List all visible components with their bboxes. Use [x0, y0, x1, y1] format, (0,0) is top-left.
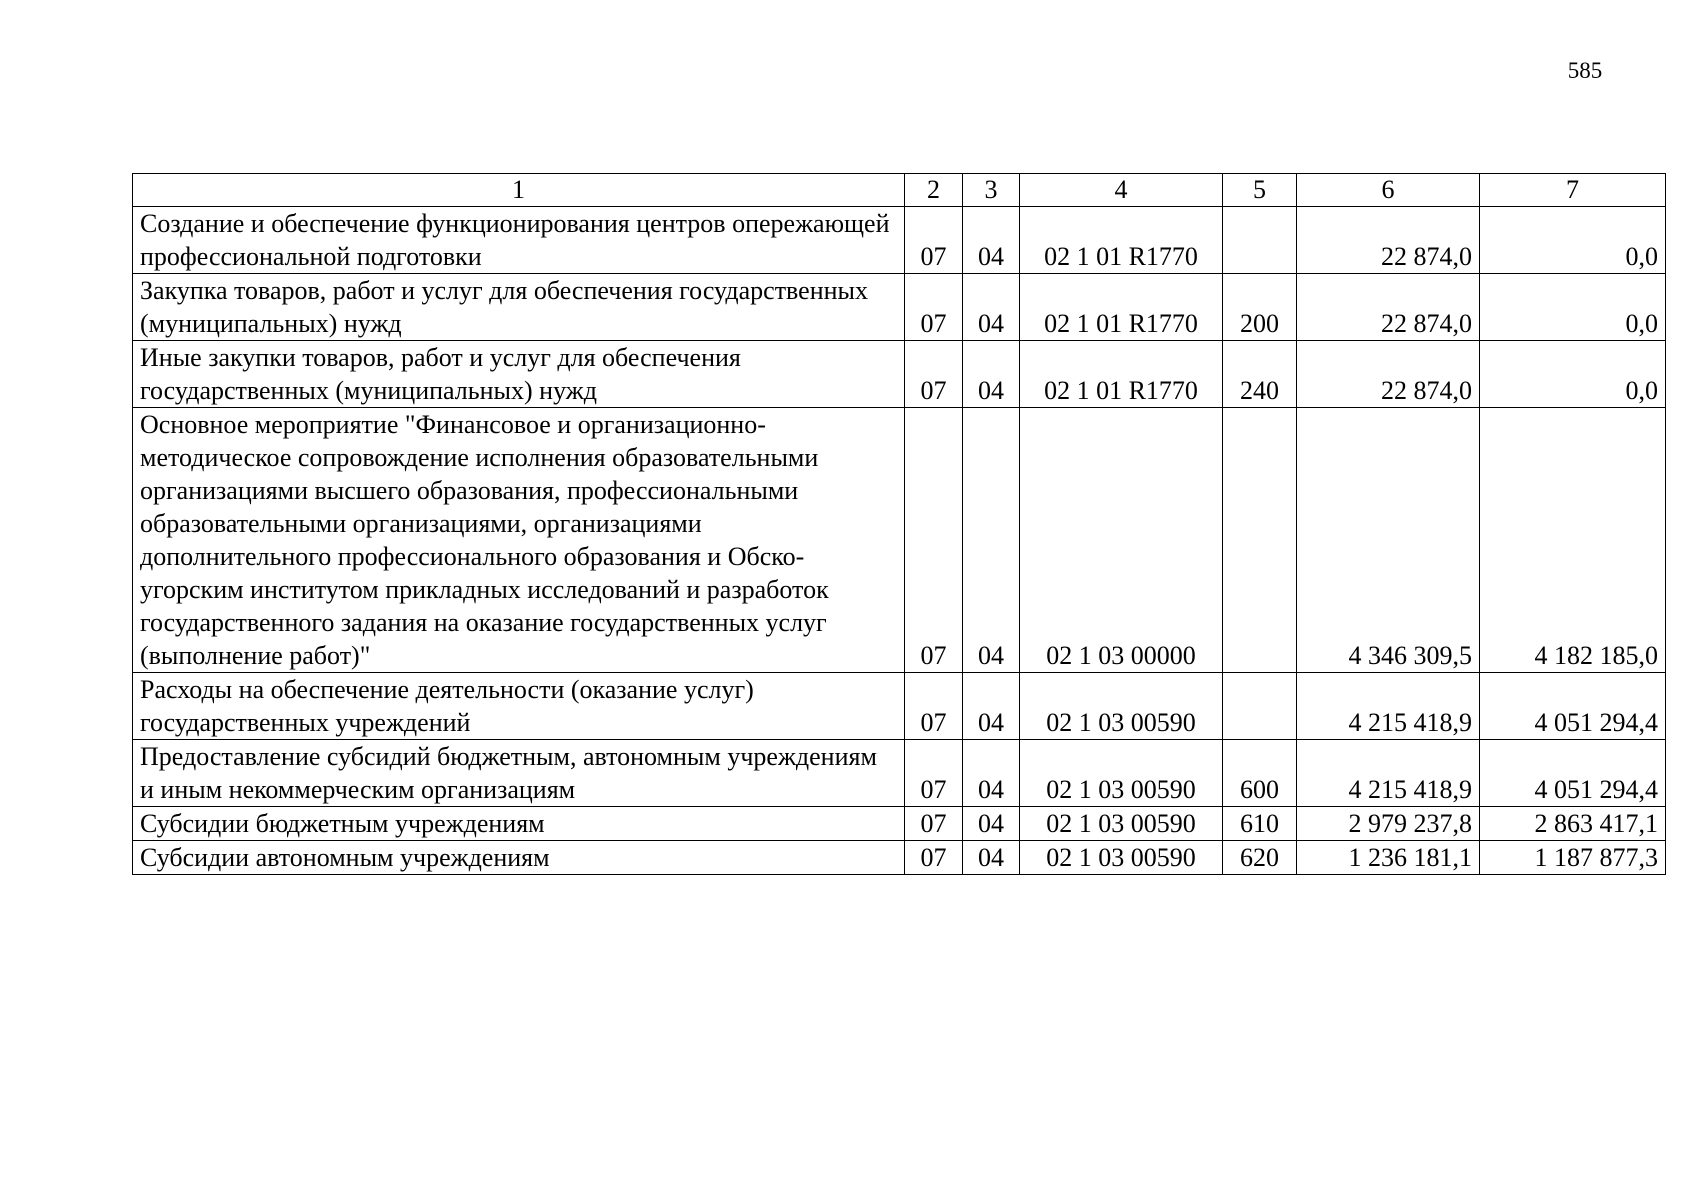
- row-target-code: 02 1 03 00590: [1020, 673, 1223, 740]
- row-sum-col7: 4 051 294,4: [1480, 740, 1666, 807]
- row-expense-type: 200: [1223, 274, 1297, 341]
- row-expense-type: [1223, 408, 1297, 673]
- table-row: [133, 341, 1666, 408]
- row-target-code: 02 1 03 00000: [1020, 408, 1223, 673]
- row-subsection: 04: [963, 207, 1020, 274]
- row-target-code: 02 1 01 R1770: [1020, 274, 1223, 341]
- row-sum-col6: 22 874,0: [1297, 341, 1480, 408]
- header-col-6: 6: [1297, 174, 1480, 207]
- row-sum-col6: 22 874,0: [1297, 207, 1480, 274]
- header-col-2: 2: [905, 174, 963, 207]
- row-name: Предоставление субсидий бюджетным, автономным учреждениям и иным некоммерческим организациям: [133, 740, 905, 807]
- table-row: [133, 673, 1666, 740]
- row-subsection: 04: [963, 841, 1020, 875]
- row-sum-col7: 0,0: [1480, 207, 1666, 274]
- row-section: 07: [905, 274, 963, 341]
- row-sum-col6: 1 236 181,1: [1297, 841, 1480, 875]
- row-section: 07: [905, 807, 963, 841]
- row-expense-type: 240: [1223, 341, 1297, 408]
- row-target-code: 02 1 03 00590: [1020, 807, 1223, 841]
- header-col-3: 3: [963, 174, 1020, 207]
- row-sum-col7: 4 051 294,4: [1480, 673, 1666, 740]
- row-sum-col7: 1 187 877,3: [1480, 841, 1666, 875]
- table-row: [133, 841, 1666, 875]
- row-subsection: 04: [963, 673, 1020, 740]
- row-subsection: 04: [963, 807, 1020, 841]
- row-subsection: 04: [963, 274, 1020, 341]
- table-row: [133, 274, 1666, 341]
- header-col-7: 7: [1480, 174, 1666, 207]
- row-expense-type: 600: [1223, 740, 1297, 807]
- row-target-code: 02 1 03 00590: [1020, 740, 1223, 807]
- row-section: 07: [905, 673, 963, 740]
- row-target-code: 02 1 01 R1770: [1020, 341, 1223, 408]
- row-name: Иные закупки товаров, работ и услуг для обеспечения государственных (муниципальных) нужд: [133, 341, 905, 408]
- row-name: Субсидии автономным учреждениям: [133, 841, 905, 875]
- row-name: Закупка товаров, работ и услуг для обеспечения государственных (муниципальных) нужд: [133, 274, 905, 341]
- row-sum-col6: 4 215 418,9: [1297, 740, 1480, 807]
- header-col-4: 4: [1020, 174, 1223, 207]
- header-col-5: 5: [1223, 174, 1297, 207]
- row-name: Основное мероприятие "Финансовое и организационно-методическое сопровождение исполнения образовательными организациями высшего образования, профессиональными образовательными организациями, организациями дополнительного профессионального образования и Обско-угорским институтом прикладных исследований и разработок государственного задания на оказание государственных услуг (выполнение работ)": [133, 408, 905, 673]
- table-row: [133, 807, 1666, 841]
- table-row: [133, 207, 1666, 274]
- row-expense-type: 620: [1223, 841, 1297, 875]
- row-sum-col6: 2 979 237,8: [1297, 807, 1480, 841]
- row-sum-col7: 0,0: [1480, 341, 1666, 408]
- page-number: 585: [1567, 58, 1603, 83]
- row-expense-type: 610: [1223, 807, 1297, 841]
- row-sum-col6: 4 215 418,9: [1297, 673, 1480, 740]
- row-subsection: 04: [963, 341, 1020, 408]
- row-sum-col7: 0,0: [1480, 274, 1666, 341]
- row-subsection: 04: [963, 740, 1020, 807]
- table-row: [133, 740, 1666, 807]
- row-sum-col7: 2 863 417,1: [1480, 807, 1666, 841]
- row-subsection: 04: [963, 408, 1020, 673]
- row-name: Субсидии бюджетным учреждениям: [133, 807, 905, 841]
- row-sum-col7: 4 182 185,0: [1480, 408, 1666, 673]
- budget-table: [132, 173, 1666, 875]
- row-target-code: 02 1 01 R1770: [1020, 207, 1223, 274]
- row-expense-type: [1223, 207, 1297, 274]
- row-section: 07: [905, 408, 963, 673]
- header-col-1: 1: [133, 174, 905, 207]
- row-section: 07: [905, 740, 963, 807]
- row-section: 07: [905, 841, 963, 875]
- row-name: Расходы на обеспечение деятельности (оказание услуг) государственных учреждений: [133, 673, 905, 740]
- table-row: [133, 408, 1666, 673]
- row-name: Создание и обеспечение функционирования центров опережающей профессиональной подготовки: [133, 207, 905, 274]
- row-expense-type: [1223, 673, 1297, 740]
- row-section: 07: [905, 207, 963, 274]
- row-sum-col6: 4 346 309,5: [1297, 408, 1480, 673]
- row-section: 07: [905, 341, 963, 408]
- table-header-row: [133, 174, 1666, 207]
- row-target-code: 02 1 03 00590: [1020, 841, 1223, 875]
- row-sum-col6: 22 874,0: [1297, 274, 1480, 341]
